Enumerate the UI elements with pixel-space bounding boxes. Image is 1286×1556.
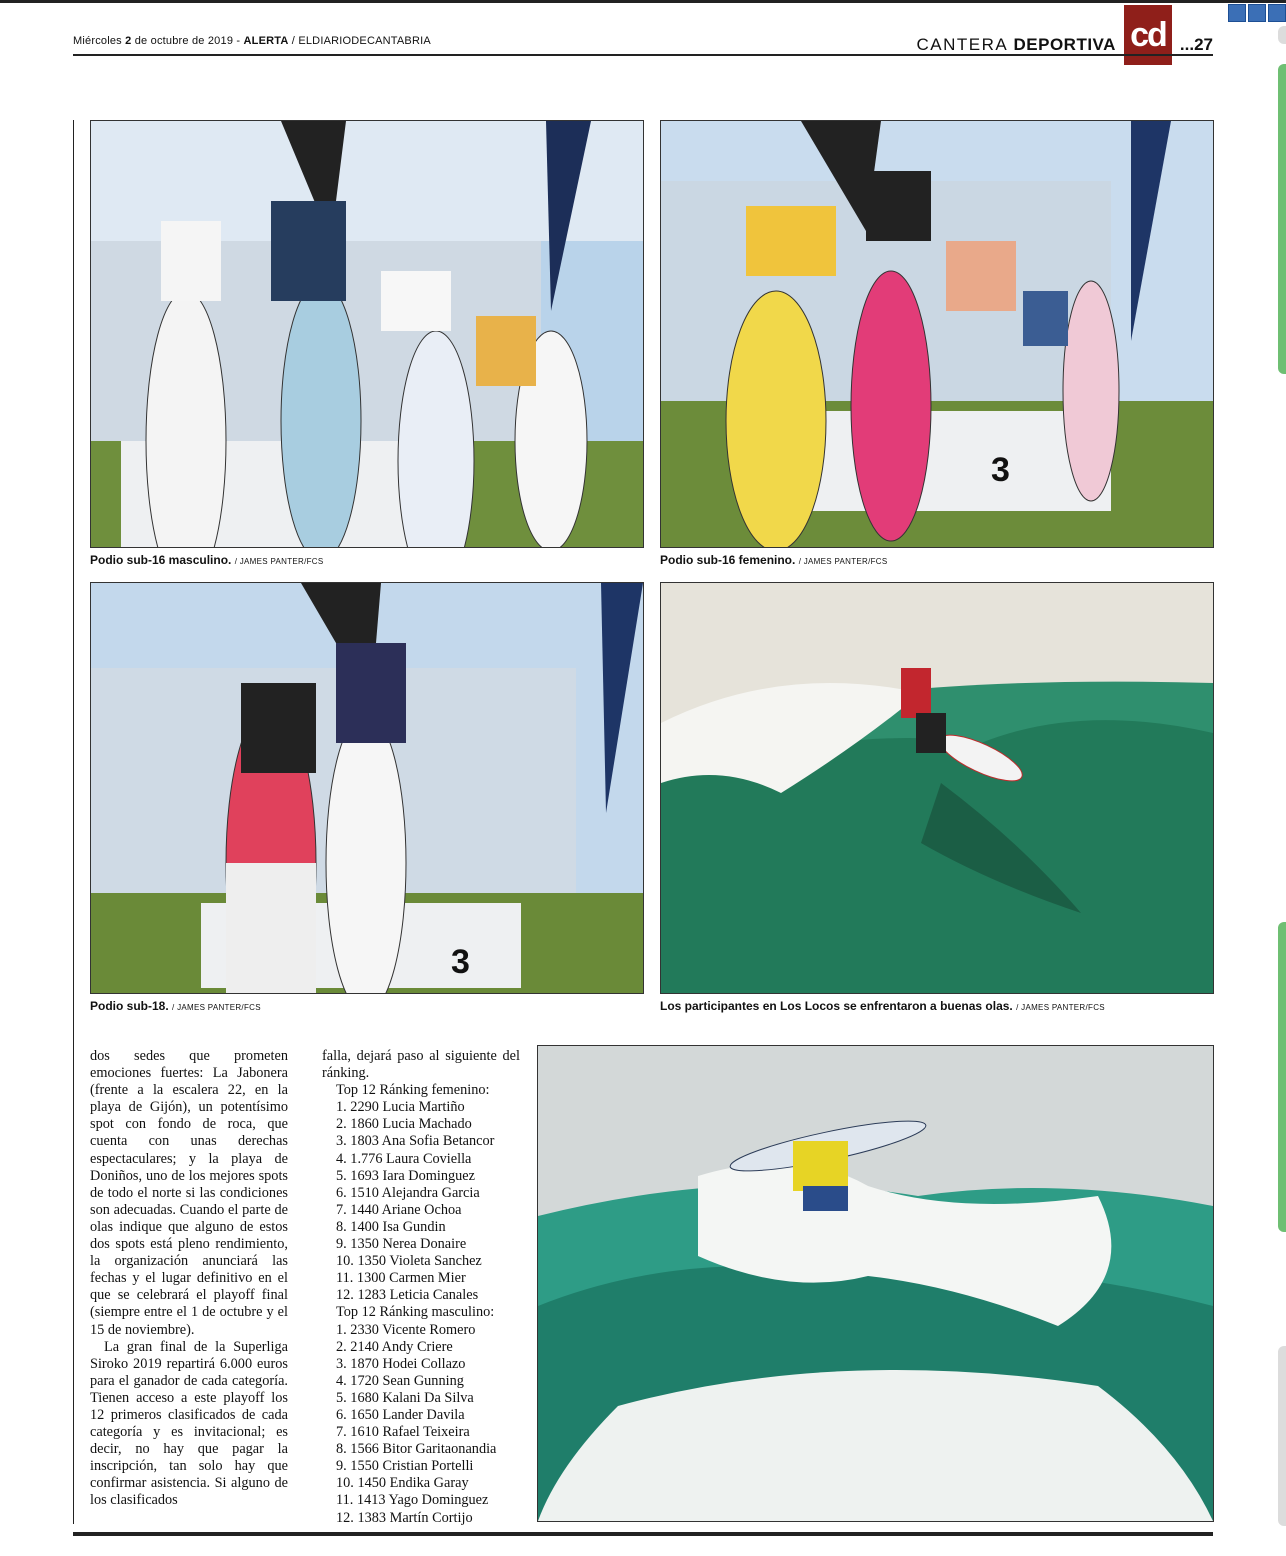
ranking-entry: 5. 1680 Kalani Da Silva (336, 1389, 474, 1406)
ranking-entry: 4. 1720 Sean Gunning (336, 1372, 464, 1389)
dateline (73, 35, 431, 47)
photo-surfer-wave (660, 582, 1214, 994)
window-icon[interactable] (1248, 4, 1266, 22)
ranking-entry: 1. 2290 Lucia Martiño (336, 1099, 465, 1116)
caption-credit: / JAMES PANTER/FCS (1016, 1003, 1105, 1012)
ranking-entry: 9. 1550 Cristian Portelli (336, 1458, 474, 1475)
ranking-entry: 11. 1300 Carmen Mier (336, 1270, 466, 1287)
ranking-female (322, 1082, 520, 1099)
cd-logo: cd (1124, 5, 1172, 65)
side-tab-upper[interactable] (1278, 64, 1286, 374)
ranking-entry: 3. 1803 Ana Sofia Betancor (336, 1133, 495, 1150)
ranking-entry: 2. 2140 Andy Criere (336, 1338, 453, 1355)
bottom-rule (73, 1532, 1213, 1536)
section-title-light: CANTERA (916, 35, 1008, 54)
ranking-male (322, 1304, 520, 1321)
dateline-separator: / (291, 35, 296, 47)
caption-credit: / JAMES PANTER/FCS (798, 557, 888, 566)
ranking-entry: 12. 1283 Leticia Canales (336, 1287, 479, 1304)
dateline-paper: ELDIARIODECANTABRIA (298, 35, 431, 47)
ranking-entry: 7. 1440 Ariane Ochoa (336, 1201, 462, 1218)
caption-text: Podio sub-16 femenino. (660, 553, 796, 567)
viewer-controls[interactable] (1228, 4, 1286, 22)
ranking-entry: 11. 1413 Yago Dominguez (336, 1492, 489, 1509)
dateline-date: de octubre de 2019 - (134, 35, 241, 47)
section-title (916, 35, 1115, 55)
ranking-male-list (322, 1322, 520, 1527)
ranking-entry: 8. 1400 Isa Gundin (336, 1218, 446, 1235)
caption-podium-boys (90, 553, 324, 567)
ranking-entry: 4. 1.776 Laura Coviella (336, 1150, 472, 1167)
photo-podium-u18 (90, 582, 644, 994)
caption-text: Podio sub-18. (90, 999, 169, 1013)
page-header (73, 15, 1213, 54)
article-column-2 (322, 1048, 520, 1527)
expand-icon[interactable] (1268, 4, 1286, 22)
ranking-entry: 6. 1510 Alejandra Garcia (336, 1184, 480, 1201)
page-number: ...27 (1179, 35, 1213, 54)
article-paragraph: La gran final de la Superliga Siroko 2019 repartirá 6.000 euros para el ganador de cada categoría. Tienen acceso a este playoff los 12 primeros clasificados de cada categoría y es invitacional; es decir, no hay que pagar la inscripción, tan solo hay que confirmar asistencia. Si alguno de los clasificados (90, 1338, 288, 1509)
ranking-entry: 1. 2330 Vicente Romero (336, 1321, 476, 1338)
caption-text: Los participantes en Los Locos se enfrentaron a buenas olas. (660, 999, 1013, 1013)
caption-credit: / JAMES PANTER/FCS (172, 1003, 261, 1012)
ranking-entry: 7. 1610 Rafael Teixeira (336, 1424, 470, 1441)
caption-podium-girls (660, 553, 888, 567)
photo-surfer-aerial (537, 1045, 1214, 1522)
article-paragraph: falla, dejará paso al siguiente del ránking. (322, 1048, 520, 1082)
ranking-entry: 8. 1566 Bitor Garitaonandia (336, 1441, 497, 1458)
caption-podium-u18 (90, 999, 261, 1013)
photo-podium-boys (90, 120, 644, 548)
article-column-1 (90, 1048, 288, 1510)
ranking-female-title: Top 12 Ránking femenino: (336, 1082, 490, 1099)
ranking-male-title: Top 12 Ránking masculino: (336, 1304, 495, 1321)
ranking-entry: 10. 1350 Violeta Sanchez (336, 1253, 482, 1270)
fit-page-icon[interactable] (1228, 4, 1246, 22)
dateline-brand: ALERTA (243, 35, 289, 47)
header-rule (73, 54, 1213, 56)
side-tab-top[interactable] (1278, 26, 1286, 44)
ranking-entry: 9. 1350 Nerea Donaire (336, 1236, 467, 1253)
caption-text: Podio sub-16 masculino. (90, 553, 232, 567)
dateline-weekday: Miércoles (73, 35, 122, 47)
article-paragraph: dos sedes que prometen emociones fuertes: La Jabonera (frente a la escalera 22, en la playa de Gijón), un potentísimo spot con fondo de roca, que cuenta con unas derechas espectaculares; y la playa de Doniños, uno de los mejores spots de todo el norte si las condiciones son adecuadas. Cuando el parte de olas indique que alguno de estos dos spots está pleno rendimiento, la organización anunciará las fechas y el lugar definitivo en el que se celebrará el playoff final (siempre entre el 1 de octubre y el 15 de noviembre). (90, 1048, 288, 1338)
photo-podium-girls (660, 120, 1214, 548)
caption-surfer-wave (660, 999, 1105, 1013)
svg-text:3: 3 (451, 943, 470, 981)
side-tab-lower[interactable] (1278, 922, 1286, 1232)
section-title-bold: DEPORTIVA (1013, 35, 1116, 54)
ranking-entry: 3. 1870 Hodei Collazo (336, 1355, 466, 1372)
column-rule (73, 120, 74, 1524)
ranking-entry: 2. 1860 Lucia Machado (336, 1116, 472, 1133)
side-tab-bottom[interactable] (1278, 1346, 1286, 1526)
ranking-entry: 10. 1450 Endika Garay (336, 1475, 469, 1492)
caption-credit: / JAMES PANTER/FCS (234, 557, 324, 566)
svg-text:3: 3 (991, 451, 1010, 489)
ranking-entry: 6. 1650 Lander Davila (336, 1406, 465, 1423)
dateline-day: 2 (125, 35, 132, 47)
ranking-female-list (322, 1099, 520, 1304)
ranking-entry: 5. 1693 Iara Dominguez (336, 1167, 475, 1184)
ranking-entry: 12. 1383 Martín Cortijo (336, 1509, 473, 1526)
top-border (0, 0, 1286, 3)
